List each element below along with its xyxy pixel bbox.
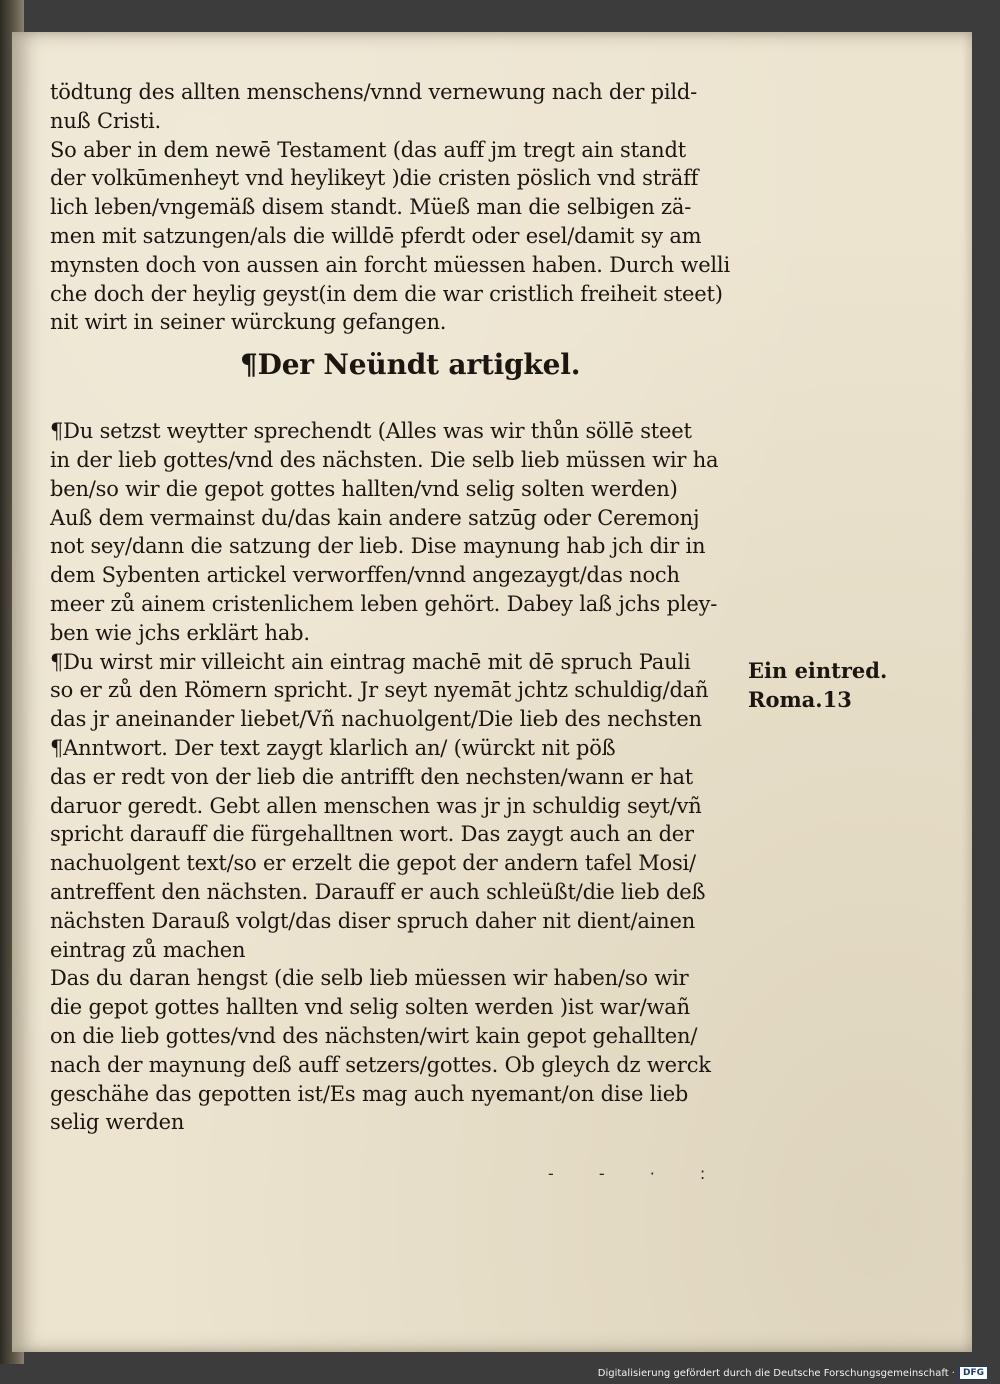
dfg-logo-icon: DFG (959, 1366, 988, 1380)
text-line: antreffent den nächsten. Darauff er auch schleüßt/die lieb deß (50, 879, 706, 904)
text-block (50, 78, 750, 1137)
text-line: Das du daran hengst (die selb lieb müessen wir haben/so wir (50, 966, 689, 991)
footer-text: Digitalisierung gefördert durch die Deutsche Forschungsgemeinschaft · (597, 1367, 955, 1379)
text-line: selig werden (50, 1110, 185, 1135)
text-line: men mit satzungen/als die willdē pferdt oder esel/damit sy am (50, 223, 702, 248)
text-line: die gepot gottes hallten vnd selig solten werden )ist war/wañ (50, 995, 690, 1020)
margin-note-roma: Roma.13 (748, 687, 852, 712)
text-line: nuß Cristi. (50, 108, 161, 133)
text-line: che doch der heylig geyst(in dem die war cristlich freiheit steet) (50, 281, 723, 306)
text-line: nächsten Darauß volgt/das diser spruch daher nit dient/ainen (50, 908, 696, 933)
page-marks: - - · : (548, 1164, 726, 1183)
text-line: mynsten doch von aussen ain forcht müessen haben. Durch welli (50, 252, 730, 277)
spacer (50, 393, 750, 417)
text-line: So aber in dem newē Testament (das auff jm tregt ain standt (50, 137, 686, 162)
text-line: dem Sybenten artickel verworffen/vnnd angezaygt/das noch (50, 563, 680, 588)
text-line: nit wirt in seiner würckung gefangen. (50, 310, 447, 335)
dfg-footer (598, 1364, 988, 1382)
text-line: lich leben/vngemäß disem standt. Müeß man die selbigen zä- (50, 195, 692, 220)
text-line: das jr aneinander liebet/Vñ nachuolgent/Die lieb des nechsten (50, 707, 702, 732)
text-line: nachuolgent text/so er erzelt die gepot der andern tafel Mosi/ (50, 851, 696, 876)
text-line: not sey/dann die satzung der lieb. Dise maynung hab jch dir in (50, 534, 706, 559)
text-line: tödtung des allten menschens/vnnd vernewung nach der pild- (50, 80, 698, 104)
text-line: daruor geredt. Gebt allen menschen was jr jn schuldig seyt/vñ (50, 793, 702, 818)
text-line: ben/so wir die gepot gottes hallten/vnd selig solten werden) (50, 476, 678, 501)
text-line: der volkūmenheyt vnd heylikeyt )die cristen pöslich vnd sträff (50, 166, 699, 191)
text-line: meer zů ainem cristenlichem leben gehört. Dabey laß jchs pley- (50, 591, 718, 616)
text-line: ¶Anntwort. Der text zaygt klarlich an/ (würckt nit pöß (50, 735, 616, 760)
scanned-page (12, 32, 972, 1352)
text-line: nach der maynung deß auff setzers/gottes. Ob gleych dz werck (50, 1052, 711, 1077)
text-line: on die lieb gottes/vnd des nächsten/wirt kain gepot gehallten/ (50, 1023, 698, 1048)
text-line: ben wie jchs erklärt hab. (50, 620, 310, 645)
section-heading: ¶Der Neündt artigkel. (240, 348, 581, 382)
text-line: ¶Du wirst mir villeicht ain eintrag machē mit dē spruch Pauli (50, 649, 691, 674)
text-line: das er redt von der lieb die antrifft den nechsten/wann er hat (50, 764, 694, 789)
text-line: ¶Du setzst weytter sprechendt (Alles was wir thůn söllē steet (50, 419, 692, 444)
text-line: in der lieb gottes/vnd des nächsten. Die selb lieb müssen wir ha (50, 447, 719, 472)
text-line: geschähe das gepotten ist/Es mag auch nyemant/on dise lieb (50, 1081, 689, 1106)
text-line: spricht darauff die fürgehalltnen wort. Das zaygt auch an der (50, 822, 694, 847)
text-line: so er zů den Römern spricht. Jr seyt nyemāt jchtz schuldig/dañ (50, 678, 709, 703)
text-line: Auß dem vermainst du/das kain andere satzūg oder Ceremonj (50, 505, 700, 530)
margin-note-eintred: Ein eintred. (748, 658, 888, 683)
text-line: eintrag zů machen (50, 937, 246, 962)
